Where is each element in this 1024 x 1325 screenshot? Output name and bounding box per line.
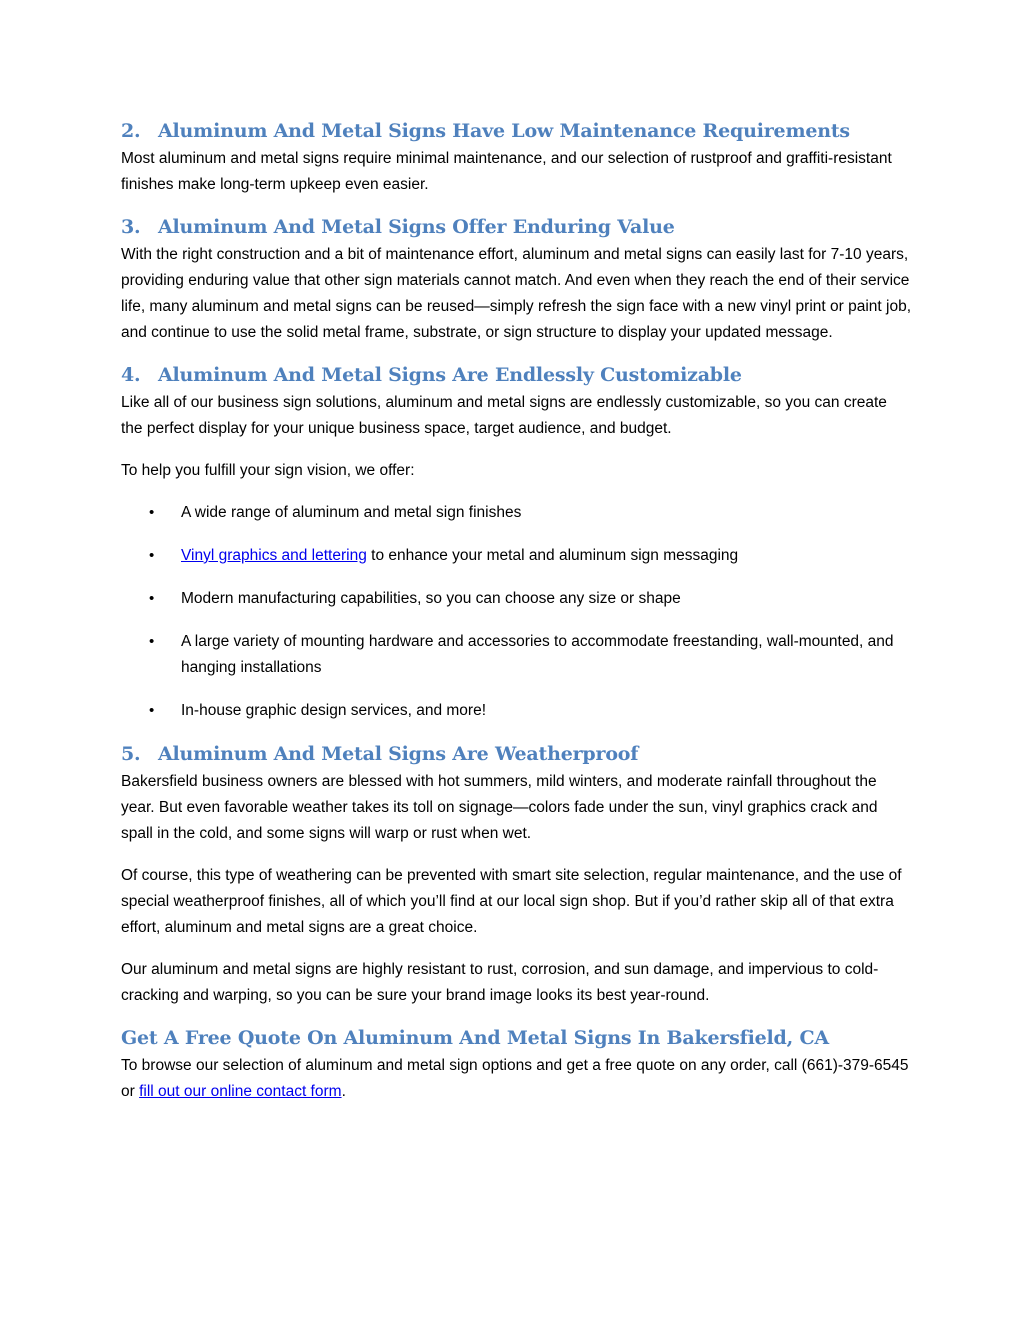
bullet-icon: • <box>149 633 155 650</box>
section-number: 4. <box>121 364 141 386</box>
section-paragraph: Our aluminum and metal signs are highly resistant to rust, corrosion, and sun damage, and impervious to cold-cracking and warping, so you can be sure your brand image looks its best year-round. <box>121 961 879 1004</box>
list-item-text: Modern manufacturing capabilities, so you can choose any size or shape <box>181 590 681 607</box>
list-item <box>121 500 911 526</box>
list-item-text: A large variety of mounting hardware and accessories to accommodate freestanding, wall-mounted, and hanging installations <box>181 633 894 676</box>
section-title: Aluminum And Metal Signs Offer Enduring Value <box>158 216 675 238</box>
list-item <box>121 629 911 681</box>
contact-form-link[interactable]: fill out our online contact form <box>139 1083 342 1100</box>
section-paragraph: To help you fulfill your sign vision, we offer: <box>121 462 415 479</box>
vinyl-graphics-link[interactable]: Vinyl graphics and lettering <box>181 547 367 564</box>
bullet-icon: • <box>149 547 155 564</box>
section-title: Aluminum And Metal Signs Are Endlessly Customizable <box>158 364 742 386</box>
bullet-icon: • <box>149 504 155 521</box>
section-heading <box>121 118 911 144</box>
section-weatherproof <box>121 741 911 1009</box>
list-item <box>121 698 911 724</box>
section-paragraph: Bakersfield business owners are blessed with hot summers, mild winters, and moderate rainfall throughout the year. But even favorable weather takes its toll on signage—colors fade under the sun, vinyl graphics crack and spall in the cold, and some signs will warp or rust when wet. <box>121 773 878 842</box>
document-page <box>121 118 911 1121</box>
section-title: Aluminum And Metal Signs Are Weatherproof <box>158 743 639 765</box>
list-item <box>121 543 911 569</box>
section-number: 5. <box>121 743 141 765</box>
section-enduring-value <box>121 214 911 346</box>
bullet-icon: • <box>149 590 155 607</box>
section-heading <box>121 362 911 388</box>
section-paragraph: Like all of our business sign solutions, aluminum and metal signs are endlessly customizable, so you can create the perfect display for your unique business space, target audience, and budget. <box>121 394 887 437</box>
bullet-icon: • <box>149 702 155 719</box>
section-paragraph: With the right construction and a bit of maintenance effort, aluminum and metal signs can easily last for 7-10 years, providing enduring value that other sign materials cannot match. And even when they reach the end of their service life, many aluminum and metal signs can be reused—simply refresh the sign face with a new vinyl print or paint job, and continue to use the solid metal frame, substrate, or sign structure to display your updated message. <box>121 246 912 341</box>
list-item-text: to enhance your metal and aluminum sign messaging <box>366 547 739 564</box>
section-title: Aluminum And Metal Signs Have Low Maintenance Requirements <box>158 120 850 142</box>
list-item <box>121 586 911 612</box>
cta-paragraph <box>121 1053 911 1105</box>
list-item-text: In-house graphic design services, and more! <box>181 702 486 719</box>
offer-list <box>121 500 911 724</box>
section-number: 3. <box>121 216 141 238</box>
list-item-text: A wide range of aluminum and metal sign finishes <box>181 504 522 521</box>
cta-text: To browse our selection of aluminum and metal sign options and get a free quote on any order, call (661)-379-6545 or <box>121 1057 909 1100</box>
section-paragraph: Of course, this type of weathering can be prevented with smart site selection, regular maintenance, and the use of special weatherproof finishes, all of which you’ll find at our local sign shop. But if you’d rather skip all of that extra effort, aluminum and metal signs are a great choice. <box>121 867 902 936</box>
section-free-quote <box>121 1025 911 1105</box>
section-low-maintenance <box>121 118 911 198</box>
section-heading <box>121 214 911 240</box>
section-customizable <box>121 362 911 724</box>
cta-text-end: . <box>341 1083 346 1100</box>
section-number: 2. <box>121 120 141 142</box>
section-paragraph: Most aluminum and metal signs require minimal maintenance, and our selection of rustproof and graffiti-resistant finishes make long-term upkeep even easier. <box>121 150 892 193</box>
section-heading <box>121 741 911 767</box>
section-heading: Get A Free Quote On Aluminum And Metal Signs In Bakersfield, CA <box>121 1027 829 1049</box>
